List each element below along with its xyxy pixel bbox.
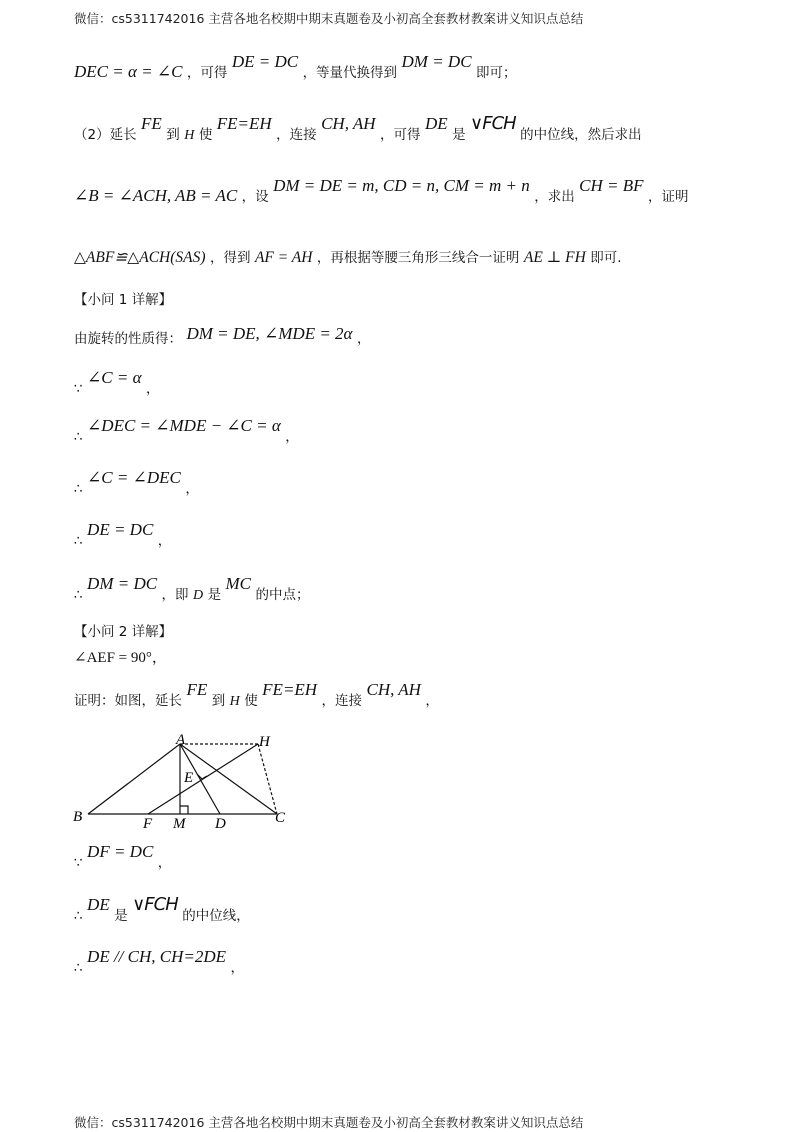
- text: 使: [198, 127, 213, 143]
- text: ，: [145, 381, 160, 397]
- math: ∨FCH: [132, 894, 178, 915]
- math: FE=EH: [216, 114, 272, 133]
- math: DM = DC: [401, 52, 472, 71]
- text: ，: [230, 960, 244, 976]
- geometry-figure: [70, 728, 310, 838]
- label-C: C: [275, 810, 286, 826]
- text: 到: [166, 127, 180, 143]
- page-footer: 微信：cs5311742016 主营各地名校期中期末真题卷及小初高全套教材教案讲义知识点总结: [74, 1115, 584, 1130]
- label-D: D: [215, 816, 226, 832]
- text: ，连接: [321, 693, 363, 709]
- math: DEC = α = ∠C: [74, 62, 183, 81]
- math: DE: [424, 114, 448, 133]
- segment-AB: [88, 744, 180, 814]
- text: 是: [207, 587, 222, 603]
- math: △ABF≌△ACH(SAS): [74, 249, 206, 266]
- math: DE = DC: [87, 520, 154, 539]
- part1-step-4: [74, 468, 199, 499]
- part2-step-1: [74, 842, 172, 873]
- text: ，连接: [276, 127, 317, 143]
- label-F: F: [143, 816, 153, 832]
- text: 到: [211, 693, 226, 709]
- part2-proof-intro: [74, 680, 439, 712]
- text: ，即: [161, 587, 189, 603]
- math: AF = AH: [254, 249, 313, 266]
- text: ，: [185, 481, 199, 497]
- part2-step-2: [74, 894, 250, 926]
- page-header: 微信：cs5311742016 主营各地名校期中期末真题卷及小初高全套教材教案讲义知识点总结: [74, 11, 584, 26]
- text: 使: [244, 693, 258, 709]
- analysis-line-4: [74, 248, 622, 268]
- part2-answer: ∠AEF = 90°，: [74, 650, 167, 666]
- math: H: [229, 694, 240, 709]
- text: ，可得: [186, 65, 228, 81]
- text: 是: [114, 908, 128, 924]
- part1-step-3: [74, 416, 299, 447]
- text: ，得到: [209, 250, 251, 266]
- text: ，再根据等腰三角形三线合一证明: [316, 250, 520, 266]
- math: ∠B = ∠ACH, AB = AC: [74, 186, 238, 205]
- math: DF = DC: [87, 842, 154, 861]
- text: 的中位线，: [182, 908, 250, 924]
- math: CH, AH: [366, 680, 421, 699]
- text: ，: [157, 855, 172, 871]
- text: ，: [425, 693, 439, 709]
- math: ∨FCH: [470, 113, 516, 134]
- text: 即可；: [476, 65, 517, 81]
- therefore-symbol: ∴: [74, 533, 83, 549]
- therefore-symbol: ∴: [74, 429, 83, 445]
- segment-AC: [180, 744, 277, 814]
- therefore-symbol: ∴: [74, 960, 83, 976]
- because-symbol: ∵: [74, 855, 83, 871]
- therefore-symbol: ∴: [74, 908, 83, 924]
- math: FE: [186, 680, 208, 699]
- label-A: A: [176, 732, 186, 748]
- segment-HC-dashed: [258, 744, 277, 814]
- text: ，可得: [380, 127, 421, 143]
- text: ，: [356, 331, 371, 347]
- analysis-line-2: [74, 113, 642, 146]
- math: DM = DE, ∠MDE = 2α: [186, 324, 353, 343]
- analysis-line-3: [74, 176, 689, 207]
- math: ∠C = α: [87, 368, 142, 387]
- analysis-line-1: [74, 52, 517, 83]
- math: ∠DEC = ∠MDE − ∠C = α: [87, 416, 281, 435]
- label-M: M: [173, 816, 186, 832]
- part1-step-1: [74, 324, 371, 349]
- part1-step-2: [74, 368, 160, 399]
- text: ，证明: [647, 189, 689, 205]
- text: 即可.: [590, 250, 622, 266]
- therefore-symbol: ∴: [74, 481, 83, 497]
- label-B: B: [73, 809, 83, 825]
- text: 由旋转的性质得：: [74, 331, 182, 347]
- math: H: [184, 128, 195, 143]
- math: DE = DC: [231, 52, 299, 71]
- section-title-part2: 【小问 2 详解】: [74, 624, 173, 640]
- part1-step-5: [74, 520, 172, 551]
- text: ，: [157, 533, 172, 549]
- math: DE: [87, 895, 110, 914]
- label-E: E: [184, 770, 194, 786]
- math: CH = BF: [579, 176, 644, 195]
- label-H: H: [259, 734, 270, 750]
- math: DM = DC: [87, 574, 158, 593]
- math: FE=EH: [262, 680, 318, 699]
- text: 的中位线，然后求出: [520, 127, 642, 143]
- text: ，: [285, 429, 299, 445]
- text: （2）延长: [74, 127, 137, 143]
- math: DM = DE = m, CD = n, CM = m + n: [273, 176, 530, 195]
- therefore-symbol: ∴: [74, 587, 83, 603]
- text: 证明：如图，延长: [74, 693, 182, 709]
- text: ，求出: [534, 189, 575, 205]
- part2-step-3: [74, 947, 244, 978]
- text: 是: [452, 127, 466, 143]
- because-symbol: ∵: [74, 381, 83, 397]
- math: CH, AH: [321, 114, 376, 133]
- text: 的中点；: [255, 587, 310, 603]
- math: ∠C = ∠DEC: [87, 468, 181, 487]
- section-title-part1: 【小问 1 详解】: [74, 292, 173, 308]
- math: FE: [141, 114, 162, 133]
- right-angle-mark-M: [180, 806, 188, 814]
- text: ，设: [241, 189, 269, 205]
- math: MC: [225, 574, 252, 593]
- math: AE ⊥ FH: [523, 249, 586, 266]
- part1-step-6: [74, 574, 310, 606]
- math: D: [192, 588, 204, 603]
- text: ，等量代换得到: [302, 65, 398, 81]
- math: DE // CH, CH=2DE: [87, 947, 227, 966]
